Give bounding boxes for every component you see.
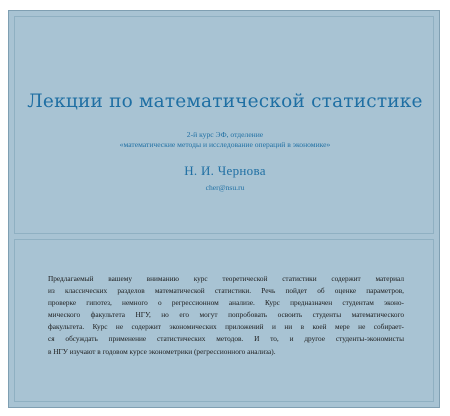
abstract-text: [48, 273, 404, 358]
abstract-line: ся обсуждать применение статистических методов. И то, и другое студенты-экономисты: [48, 334, 404, 344]
abstract-line: Предлагаемый вашему вниманию курс теоретической статистики содержит материал: [48, 274, 404, 283]
abstract-line: факультета. Курс не содержит экономических приложений и ни в коей мере не собирает-: [48, 322, 404, 332]
author-email: cher@nsu.ru: [205, 183, 245, 192]
abstract-line: мического факультета НГУ, но его могут попробовать освоить студенты математического: [48, 310, 404, 320]
course-line: 2-й курс ЭФ, отделение: [186, 130, 264, 139]
author-name: Н. И. Чернова: [184, 163, 266, 178]
abstract-line: в НГУ изучают в годовом курсе эконометрики (регрессионного анализа).: [48, 346, 276, 356]
document-title: Лекции по математической статистике: [27, 91, 423, 112]
abstract-line: проверке гипотез, немного о регрессионном анализе. Курс предназначен студентам эконо-: [48, 298, 404, 308]
abstract-line: из классических разделов математической статистики. Речь пойдет об оценке параметров,: [48, 286, 404, 296]
title-panel: [14, 16, 434, 234]
department-line: «математические методы и исследование операций в экономике»: [119, 140, 331, 149]
